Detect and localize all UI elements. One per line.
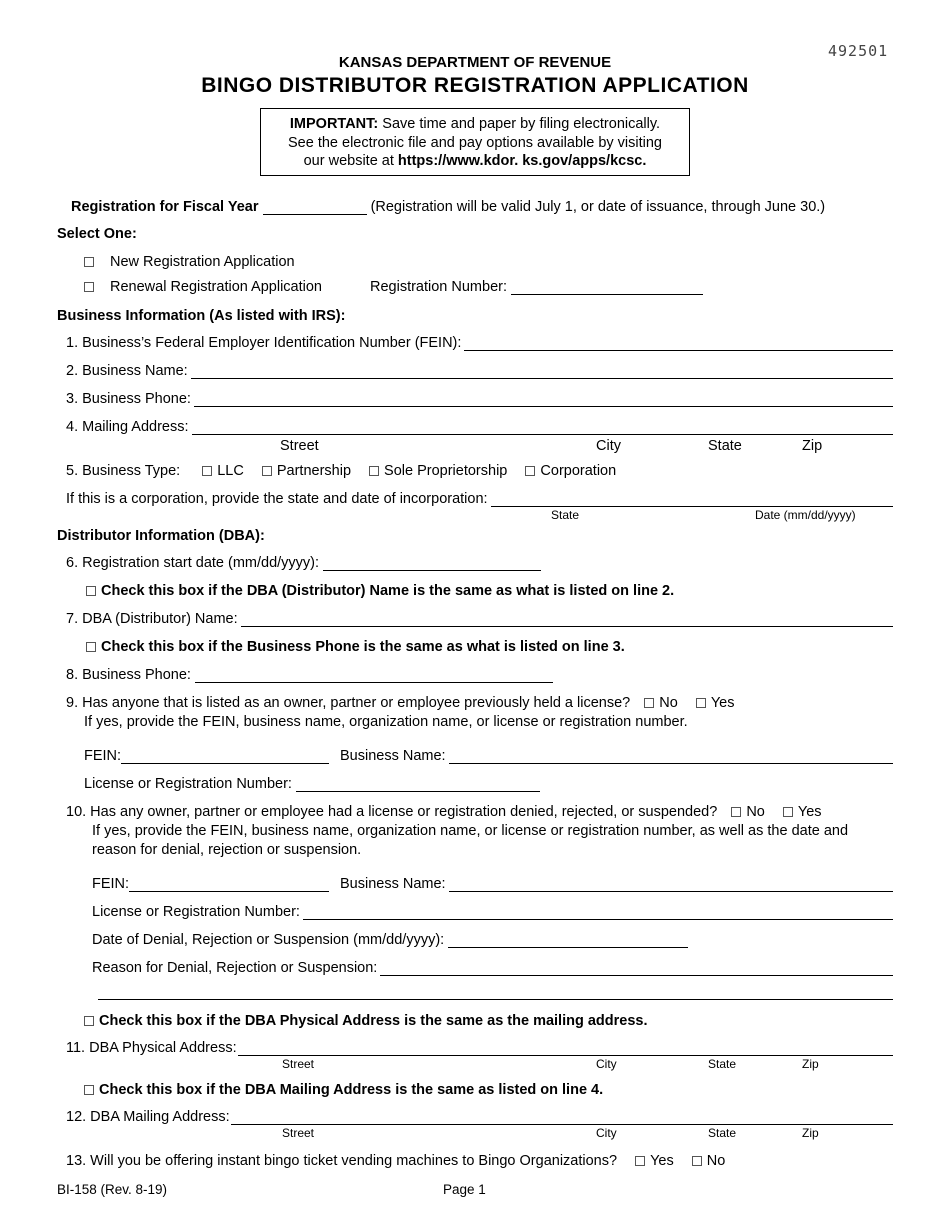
same-name-option[interactable] <box>86 583 674 599</box>
mailing-same-checkbox[interactable] <box>84 1085 94 1095</box>
q10-business-name-field[interactable] <box>449 877 893 892</box>
fein-field[interactable] <box>464 336 893 351</box>
type-sole-option[interactable] <box>369 463 507 479</box>
business-phone-row <box>66 391 893 407</box>
registration-number-field[interactable] <box>511 280 703 295</box>
start-date-label: 6. Registration start date (mm/dd/yyyy): <box>66 555 320 571</box>
same-phone-checkbox[interactable] <box>86 642 96 652</box>
q10-detail-1: If yes, provide the FEIN, business name, organization name, or license or registration number, as well as the date and <box>92 823 849 839</box>
physical-address-field[interactable] <box>238 1041 893 1056</box>
fiscal-year-field[interactable] <box>263 200 367 215</box>
physical-street-caption: Street <box>282 1057 315 1071</box>
renewal-registration-checkbox[interactable] <box>84 282 94 292</box>
notice-line3: our website at <box>303 153 398 169</box>
agency-name: KANSAS DEPARTMENT OF REVENUE <box>338 54 612 71</box>
q9-business-name-label: Business Name: <box>340 748 446 764</box>
business-type-row <box>66 463 630 479</box>
q9-yes-checkbox[interactable] <box>696 698 706 708</box>
mailing-city-caption: City <box>596 438 621 454</box>
denial-reason-label: Reason for Denial, Rejection or Suspension: <box>92 960 378 976</box>
q10-yes-label: Yes <box>797 804 822 820</box>
business-name-row <box>66 363 893 379</box>
dba-mailing-zip-caption: Zip <box>802 1126 819 1140</box>
business-name-label: 2. Business Name: <box>66 363 188 379</box>
fein-row <box>66 335 893 351</box>
type-partnership-checkbox[interactable] <box>262 466 272 476</box>
denial-date-label: Date of Denial, Rejection or Suspension (mm/dd/yyyy): <box>92 932 445 948</box>
registration-number-row <box>370 279 703 295</box>
q10-business-name-label: Business Name: <box>340 876 446 892</box>
start-date-field[interactable] <box>323 556 541 571</box>
page-title: BINGO DISTRIBUTOR REGISTRATION APPLICATION <box>201 74 749 97</box>
q9-fein-row <box>84 748 329 764</box>
type-llc-option[interactable] <box>202 463 244 479</box>
renewal-registration-option[interactable] <box>84 279 322 295</box>
physical-address-label: 11. DBA Physical Address: <box>66 1040 237 1056</box>
type-corp-option[interactable] <box>525 463 616 479</box>
q9-license-row <box>84 776 540 792</box>
dba-phone-row <box>66 667 553 683</box>
fiscal-year-label: Registration for Fiscal Year <box>71 199 259 215</box>
type-sole-label: Sole Proprietorship <box>384 463 508 479</box>
q9-no-option[interactable] <box>644 695 678 711</box>
q13-yes-checkbox[interactable] <box>635 1156 645 1166</box>
q10-yes-checkbox[interactable] <box>783 807 793 817</box>
physical-same-checkbox[interactable] <box>84 1016 94 1026</box>
q9-fein-label: FEIN: <box>84 748 122 764</box>
same-phone-label: Check this box if the Business Phone is the same as what is listed on line 3. <box>101 639 625 655</box>
dba-phone-label: 8. Business Phone: <box>66 667 191 683</box>
notice-line1: Save time and paper by filing electronically. <box>378 116 661 132</box>
type-partnership-option[interactable] <box>262 463 351 479</box>
q10-license-row <box>92 904 893 920</box>
notice-url[interactable]: https://www.kdor. ks.gov/apps/kcsc. <box>397 153 647 169</box>
incorporation-field[interactable] <box>491 492 893 507</box>
type-partnership-label: Partnership <box>276 463 352 479</box>
registration-number-label: Registration Number: <box>370 279 507 295</box>
dba-mailing-state-caption: State <box>708 1126 737 1140</box>
q13-no-label: No <box>706 1153 726 1169</box>
q9-yes-option[interactable] <box>696 695 735 711</box>
q9-detail: If yes, provide the FEIN, business name, organization name, or license or registration number. <box>84 714 688 730</box>
business-phone-field[interactable] <box>194 392 893 407</box>
q10-fein-field[interactable] <box>129 877 329 892</box>
q10-detail-2: reason for denial, rejection or suspension. <box>92 842 362 858</box>
mailing-street-caption: Street <box>280 438 319 454</box>
q13-label: 13. Will you be offering instant bingo ticket vending machines to Bingo Organizations? <box>66 1153 618 1169</box>
physical-state-caption: State <box>708 1057 737 1071</box>
q9-no-checkbox[interactable] <box>644 698 654 708</box>
type-corp-label: Corporation <box>540 463 617 479</box>
mailing-same-option[interactable] <box>84 1082 603 1098</box>
physical-same-option[interactable] <box>84 1013 648 1029</box>
new-registration-label: New Registration Application <box>110 254 295 270</box>
q10-license-label: License or Registration Number: <box>92 904 300 920</box>
type-llc-checkbox[interactable] <box>202 466 212 476</box>
mailing-zip-caption: Zip <box>802 438 823 454</box>
dba-mailing-street-caption: Street <box>282 1126 315 1140</box>
notice-bold: IMPORTANT: <box>289 116 379 132</box>
denial-date-row <box>92 932 688 948</box>
dba-mailing-address-label: 12. DBA Mailing Address: <box>66 1109 230 1125</box>
q10-row <box>66 804 822 820</box>
mailing-address-field[interactable] <box>192 420 893 435</box>
business-name-field[interactable] <box>191 364 893 379</box>
same-name-label: Check this box if the DBA (Distributor) Name is the same as what is listed on line 2. <box>101 583 675 599</box>
dba-phone-field[interactable] <box>195 668 553 683</box>
physical-city-caption: City <box>596 1057 617 1071</box>
distributor-info-heading: Distributor Information (DBA): <box>57 528 265 544</box>
denial-reason-field[interactable] <box>380 961 893 976</box>
business-phone-label: 3. Business Phone: <box>66 391 191 407</box>
incorporation-label: If this is a corporation, provide the state and date of incorporation: <box>66 491 488 507</box>
mailing-address-row <box>66 419 893 435</box>
dba-name-label: 7. DBA (Distributor) Name: <box>66 611 238 627</box>
physical-zip-caption: Zip <box>802 1057 819 1071</box>
new-registration-option[interactable] <box>84 254 295 270</box>
business-info-heading: Business Information (As listed with IRS): <box>57 308 346 324</box>
q9-row <box>66 695 734 711</box>
q10-license-field[interactable] <box>303 905 893 920</box>
denial-date-field[interactable] <box>448 933 688 948</box>
q10-label: 10. Has any owner, partner or employee had a license or registration denied, rejected, or suspended? <box>66 804 718 820</box>
q13-no-option[interactable] <box>692 1153 726 1169</box>
form-revision: BI-158 (Rev. 8-19) <box>57 1182 168 1197</box>
dba-mailing-address-field[interactable] <box>231 1110 893 1125</box>
same-name-checkbox[interactable] <box>86 586 96 596</box>
incorporation-date-caption: Date (mm/dd/yyyy) <box>755 508 856 522</box>
q9-business-name-field[interactable] <box>449 749 893 764</box>
dba-name-row <box>66 611 893 627</box>
physical-same-label: Check this box if the DBA Physical Address is the same as the mailing address. <box>99 1013 648 1029</box>
business-type-label: 5. Business Type: <box>66 463 181 479</box>
q9-yes-label: Yes <box>710 695 735 711</box>
fiscal-year-note: (Registration will be valid July 1, or date of issuance, through June 30.) <box>370 199 826 215</box>
q10-no-checkbox[interactable] <box>731 807 741 817</box>
same-phone-option[interactable] <box>86 639 625 655</box>
q9-business-name-row <box>340 748 893 764</box>
renewal-registration-label: Renewal Registration Application <box>110 279 322 295</box>
q9-no-label: No <box>659 695 678 711</box>
q13-row <box>66 1153 725 1169</box>
denial-reason-row <box>92 960 893 976</box>
dba-name-field[interactable] <box>241 612 893 627</box>
q9-license-field[interactable] <box>296 777 540 792</box>
type-sole-checkbox[interactable] <box>369 466 379 476</box>
q9-license-label: License or Registration Number: <box>84 776 292 792</box>
q10-no-option[interactable] <box>731 804 765 820</box>
incorporation-row <box>66 491 893 507</box>
fiscal-year-row <box>71 199 825 215</box>
type-corp-checkbox[interactable] <box>525 466 535 476</box>
q10-fein-row <box>92 876 329 892</box>
mailing-same-label: Check this box if the DBA Mailing Address is the same as listed on line 4. <box>99 1082 604 1098</box>
notice-line2: See the electronic file and pay options available by visiting <box>287 134 662 151</box>
start-date-row <box>66 555 541 571</box>
q9-fein-field[interactable] <box>121 749 329 764</box>
physical-address-row <box>66 1040 893 1056</box>
q13-yes-option[interactable] <box>635 1153 674 1169</box>
q9-label: 9. Has anyone that is listed as an owner, partner or employee previously held a license? <box>66 695 631 711</box>
select-one-heading: Select One: <box>57 226 137 242</box>
q13-no-checkbox[interactable] <box>692 1156 702 1166</box>
mailing-address-label: 4. Mailing Address: <box>66 419 189 435</box>
important-notice <box>260 108 690 176</box>
form-id: 492501 <box>828 42 889 60</box>
denial-reason-field-2[interactable] <box>98 985 893 1000</box>
dba-mailing-city-caption: City <box>596 1126 617 1140</box>
q10-business-name-row <box>340 876 893 892</box>
mailing-state-caption: State <box>708 438 742 454</box>
new-registration-checkbox[interactable] <box>84 257 94 267</box>
fein-label: 1. Business’s Federal Employer Identification Number (FEIN): <box>66 335 462 351</box>
type-llc-label: LLC <box>217 463 244 479</box>
incorporation-state-caption: State <box>551 508 580 522</box>
q10-no-label: No <box>746 804 765 820</box>
q10-yes-option[interactable] <box>783 804 822 820</box>
page-number: Page 1 <box>443 1182 486 1197</box>
q13-yes-label: Yes <box>650 1153 674 1169</box>
q10-fein-label: FEIN: <box>92 876 130 892</box>
dba-mailing-address-row <box>66 1109 893 1125</box>
